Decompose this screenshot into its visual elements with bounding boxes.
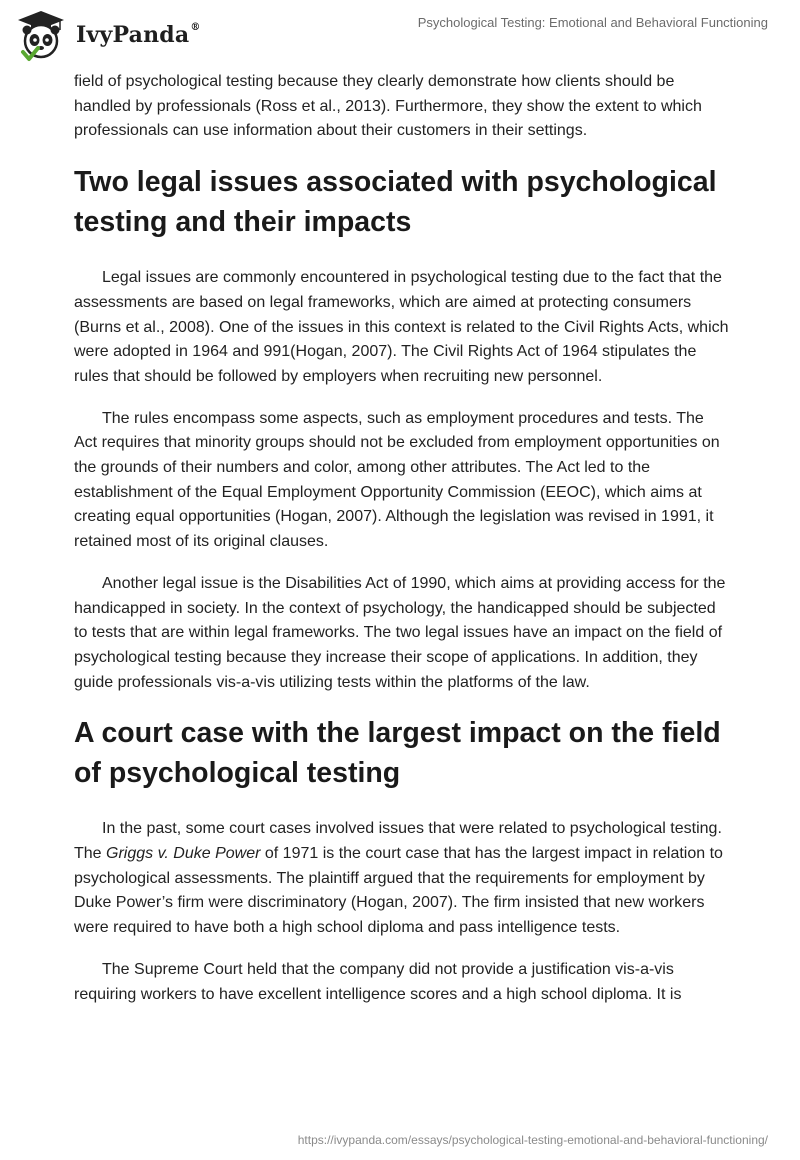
registered-mark: ® bbox=[190, 22, 201, 33]
paragraph-text: of 1971 is the court case that has the largest impact in relation to psychological assessments. The plaintiff argued that the requirements for employment by Duke Power’s firm were discriminatory (Hogan, 2007). The firm insisted that new workers were required to have both a high school diploma and pass intelligence tests. bbox=[74, 845, 723, 937]
paragraph: Legal issues are commonly encountered in psychological testing due to the fact that the assessments are based on legal frameworks, which are aimed at protecting consumers (Burns et al., 2008). One of the issues in this context is related to the Civil Rights Acts, which were adopted in 1964 and 991(Hogan, 2007). The Civil Rights Act of 1964 stipulates the rules that should be followed by employers when recruiting new personnel. bbox=[74, 269, 729, 385]
source-url-link[interactable]: https://ivypanda.com/essays/psychological-testing-emotional-and-behavioral-functioning/ bbox=[297, 1133, 768, 1147]
paragraph-text: In the past, some court cases involved issues that were related to psychological testing. The bbox=[74, 820, 722, 863]
paragraph: Another legal issue is the Disabilities Act of 1990, which aims at providing access for the handicapped in society. In the context of psychology, the handicapped should be subjected to tests that are within legal frameworks. The two legal issues have an impact on the field of psychological testing because they increase their scope of applications. In addition, they guide professionals vis-a-vis utilizing tests within the platforms of the law. bbox=[74, 574, 726, 691]
paragraph: field of psychological testing because they clearly demonstrate how clients should be handled by professionals (Ross et al., 2013). Furthermore, they show the extent to which professionals can use information about their customers in their settings. bbox=[74, 73, 702, 140]
document-title: Psychological Testing: Emotional and Behavioral Functioning bbox=[417, 15, 768, 30]
paragraph: The Supreme Court held that the company did not provide a justification vis-a-vis requiring workers to have excellent intelligence scores and a high school diploma. It is bbox=[74, 960, 682, 1003]
section-heading: Two legal issues associated with psychological testing and their impacts bbox=[74, 166, 717, 239]
brand-name: IvyPanda® bbox=[76, 22, 201, 48]
paragraph bbox=[74, 817, 730, 941]
section-heading: A court case with the largest impact on the field of psychological testing bbox=[74, 717, 721, 790]
paragraph: The rules encompass some aspects, such as employment procedures and tests. The Act requires that minority groups should not be excluded from employment opportunities on the grounds of their numbers and color, among other attributes. The Act led to the establishment of the Equal Employment Opportunity Commission (EEOC), which aims at creating equal opportunities (Hogan, 2007). Although the legislation was revised in 1991, it retained most of its original clauses. bbox=[74, 409, 720, 551]
court-case-title: Griggs v. Duke Power bbox=[106, 845, 261, 863]
ivypanda-logo[interactable] bbox=[14, 8, 201, 62]
panda-graduate-icon bbox=[14, 8, 68, 62]
article-body bbox=[74, 70, 730, 1024]
page-header bbox=[0, 0, 800, 70]
